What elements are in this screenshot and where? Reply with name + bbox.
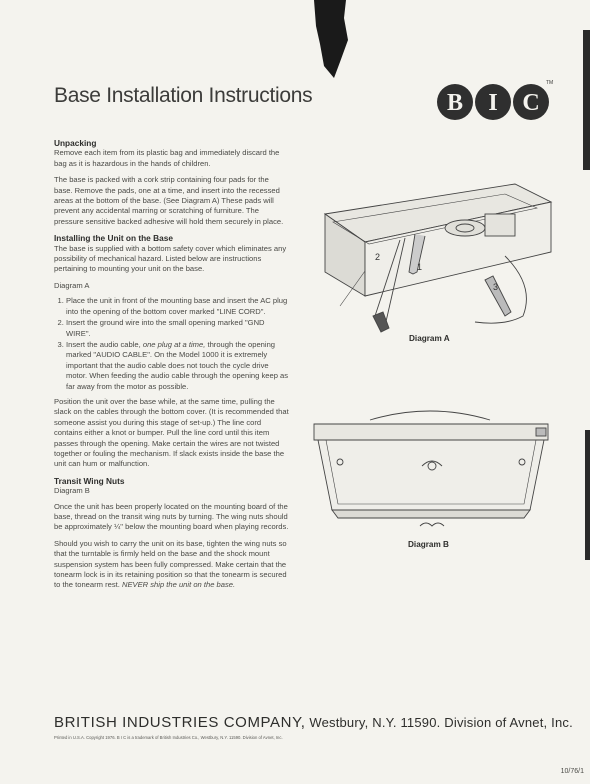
scan-damage-top: [300, 0, 360, 80]
page-title: Base Installation Instructions: [54, 84, 313, 107]
scan-edge-mark: [583, 30, 590, 170]
step-3: [66, 340, 289, 392]
logo-letter-b: B: [446, 90, 464, 116]
diagram-b-caption: Diagram B: [408, 540, 449, 549]
installing-para-1: The base is supplied with a bottom safety cover which eliminates any possibility of mechanical hazard. Listed below are instructions pertaining to mounting your unit on the base.: [54, 243, 287, 274]
diagram-a-label-2: 2: [375, 252, 381, 262]
page-code: 10/76/1: [560, 768, 584, 775]
step-3-text: Insert the audio cable,: [66, 339, 141, 349]
diagram-b-reference: Diagram B: [54, 486, 90, 496]
diagram-a-label-3: 3: [493, 282, 499, 292]
heading-installing: Installing the Unit on the Base: [54, 233, 173, 244]
fine-print: Printed in U.S.A. Copyright 1976. B I C is a trademark of British Industries Co., Westbury, N.Y. 11590. Division of Avnet, Inc.: [54, 735, 283, 740]
transit-para-2-text: Should you wish to carry the unit on its base, tighten the wing nuts so that the turntable is firmly held on the base and the shock mount suspension system has been fully compressed. Make certain that the tonearm lock is in its retaining position so that the tonearm is secured to the tonearm rest.: [54, 538, 287, 590]
transit-para-1: Once the unit has been properly located on the mounting board of the base, thread on the transit wing nuts by turning. The wing nuts should be approximately ¼" below the mounting board when playing records.: [54, 501, 289, 532]
company-name: BRITISH INDUSTRIES COMPANY,: [54, 714, 306, 731]
transit-warning: NEVER ship the unit on the base.: [121, 580, 236, 590]
diagram-b-illustration: [310, 400, 552, 540]
trademark-mark: TM: [546, 80, 554, 86]
bic-logo: [436, 78, 556, 124]
diagram-a-label-1: 1: [417, 262, 423, 272]
installing-para-2: Position the unit over the base while, at the same time, pulling the slack on the cables through the bottom cover. (It is recommended that someone assist you during this stage of set-up.) The line cord contains either a knot or bumper. Pull the line cord until this item passes through the opening. Make certain the wires are not twisted together or fouling the mechanism. If slack exists inside the base the unit can hum or malfunction.: [54, 396, 289, 469]
unpacking-para-2: The base is packed with a cork strip containing four pads for the base. Remove the pads, one at a time, and insert into the recessed areas at the bottom of the base. (See Diagram A) These pads will prevent any accidental marring or scratching of furniture. The pressure sensitive backed adhesive will hold them securely in place.: [54, 175, 284, 226]
company-footer: [54, 714, 573, 731]
logo-letter-c: C: [522, 90, 540, 116]
unpacking-para-1: Remove each item from its plastic bag and immediately discard the bag as it is hazardous in the hands of children.: [54, 148, 280, 168]
step-3-text-cont: through the opening marked "AUDIO CABLE". On the Model 1000 it is extremely important that the audio cable does not touch the cycle drive motor. When feeding the audio cable through the opening keep as far away from the motor as possible.: [66, 339, 289, 391]
instructions-column: [54, 138, 289, 597]
step-1: 1. Place the unit in front of the mounting base and insert the AC plug into the opening of the bottom cover marked "LINE CORD".: [66, 296, 289, 317]
company-address: Westbury, N.Y. 11590. Division of Avnet, Inc.: [305, 715, 573, 730]
transit-para-2: [54, 539, 289, 591]
step-2: 2. Insert the ground wire into the small opening marked "GND WIRE".: [66, 318, 289, 339]
scan-edge-mark: [585, 430, 590, 560]
logo-letter-i: I: [488, 90, 498, 116]
heading-transit-wing-nuts: Transit Wing Nuts: [54, 475, 125, 486]
diagram-a-reference: Diagram A: [54, 280, 90, 290]
step-3-emphasis: one plug at a time,: [142, 339, 206, 349]
installation-steps: [54, 296, 289, 392]
diagram-a-illustration: [305, 176, 555, 336]
heading-unpacking: Unpacking: [54, 138, 97, 148]
diagram-a-caption: Diagram A: [409, 334, 450, 343]
